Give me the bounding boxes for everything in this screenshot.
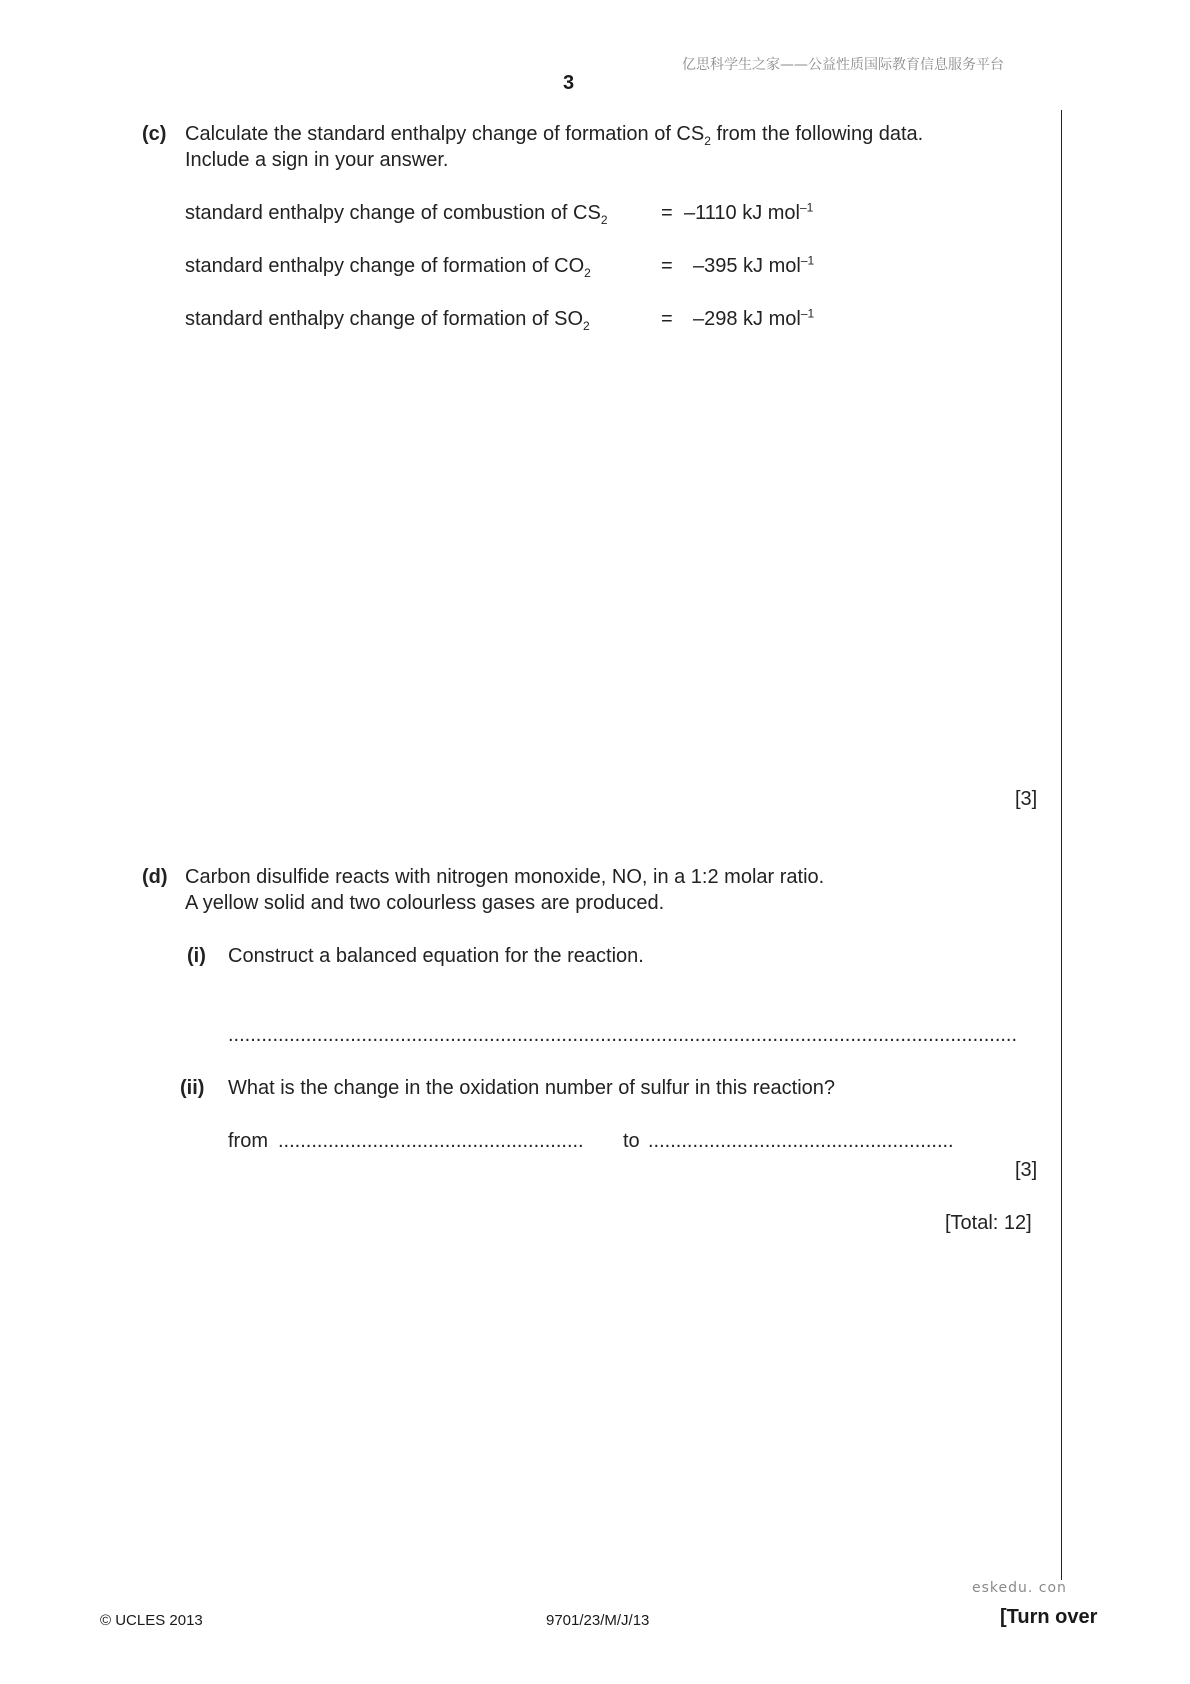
data-row-co2-eq: = <box>661 255 673 277</box>
margin-rule <box>1061 110 1062 1580</box>
watermark-top: 亿思科学生之家——公益性质国际教育信息服务平台 <box>682 57 1004 73</box>
equation-answer-line[interactable]: .............................................................................................................................................. <box>228 1024 1018 1046</box>
part-c-marks: [3] <box>1015 788 1038 810</box>
part-d-marks: [3] <box>1015 1159 1038 1181</box>
part-c-line1: Calculate the standard enthalpy change of formation of $CS_2$ from the following data. <box>185 123 924 148</box>
data-row-so2-value: –298 kJ mol$^{-1}$ <box>693 306 815 330</box>
part-d-line2: A yellow solid and two colourless gases are produced. <box>185 892 665 914</box>
to-answer-line[interactable]: ....................................................... <box>648 1130 954 1152</box>
data-row-combustion-cs2: standard enthalpy change of combustion of $CS_2$ <box>185 202 608 227</box>
copyright: © UCLES 2013 <box>100 1612 203 1629</box>
data-row-formation-co2: standard enthalpy change of formation of $CO_2$ <box>185 255 591 280</box>
part-d-i-label: (i) <box>187 945 206 967</box>
page-number: 3 <box>563 72 575 94</box>
part-d-label: (d) <box>142 866 168 888</box>
part-d-ii-text: What is the change in the oxidation number of sulfur in this reaction? <box>228 1077 836 1099</box>
from-answer-line[interactable]: ....................................................... <box>278 1130 584 1152</box>
part-c-line2: Include a sign in your answer. <box>185 149 449 171</box>
part-d-line1: Carbon disulfide reacts with nitrogen monoxide, NO, in a 1:2 molar ratio. <box>185 866 825 888</box>
watermark-bottom: eskedu. con <box>972 1580 1067 1596</box>
part-d-ii-label: (ii) <box>180 1077 205 1099</box>
data-row-combustion-value: –1110 kJ mol$^{-1}$ <box>684 200 814 224</box>
from-label: from <box>228 1130 268 1152</box>
part-c-label: (c) <box>142 123 167 145</box>
data-row-so2-eq: = <box>661 308 673 330</box>
total-marks: [Total: 12] <box>945 1212 1032 1234</box>
paper-code: 9701/23/M/J/13 <box>546 1612 650 1629</box>
data-row-formation-so2: standard enthalpy change of formation of $SO_2$ <box>185 308 590 333</box>
data-row-combustion-eq: = <box>661 202 673 224</box>
to-label: to <box>623 1130 640 1152</box>
data-row-co2-value: –395 kJ mol$^{-1}$ <box>693 253 815 277</box>
part-d-i-text: Construct a balanced equation for the reaction. <box>228 945 644 967</box>
turn-over: [Turn over <box>1000 1606 1098 1628</box>
